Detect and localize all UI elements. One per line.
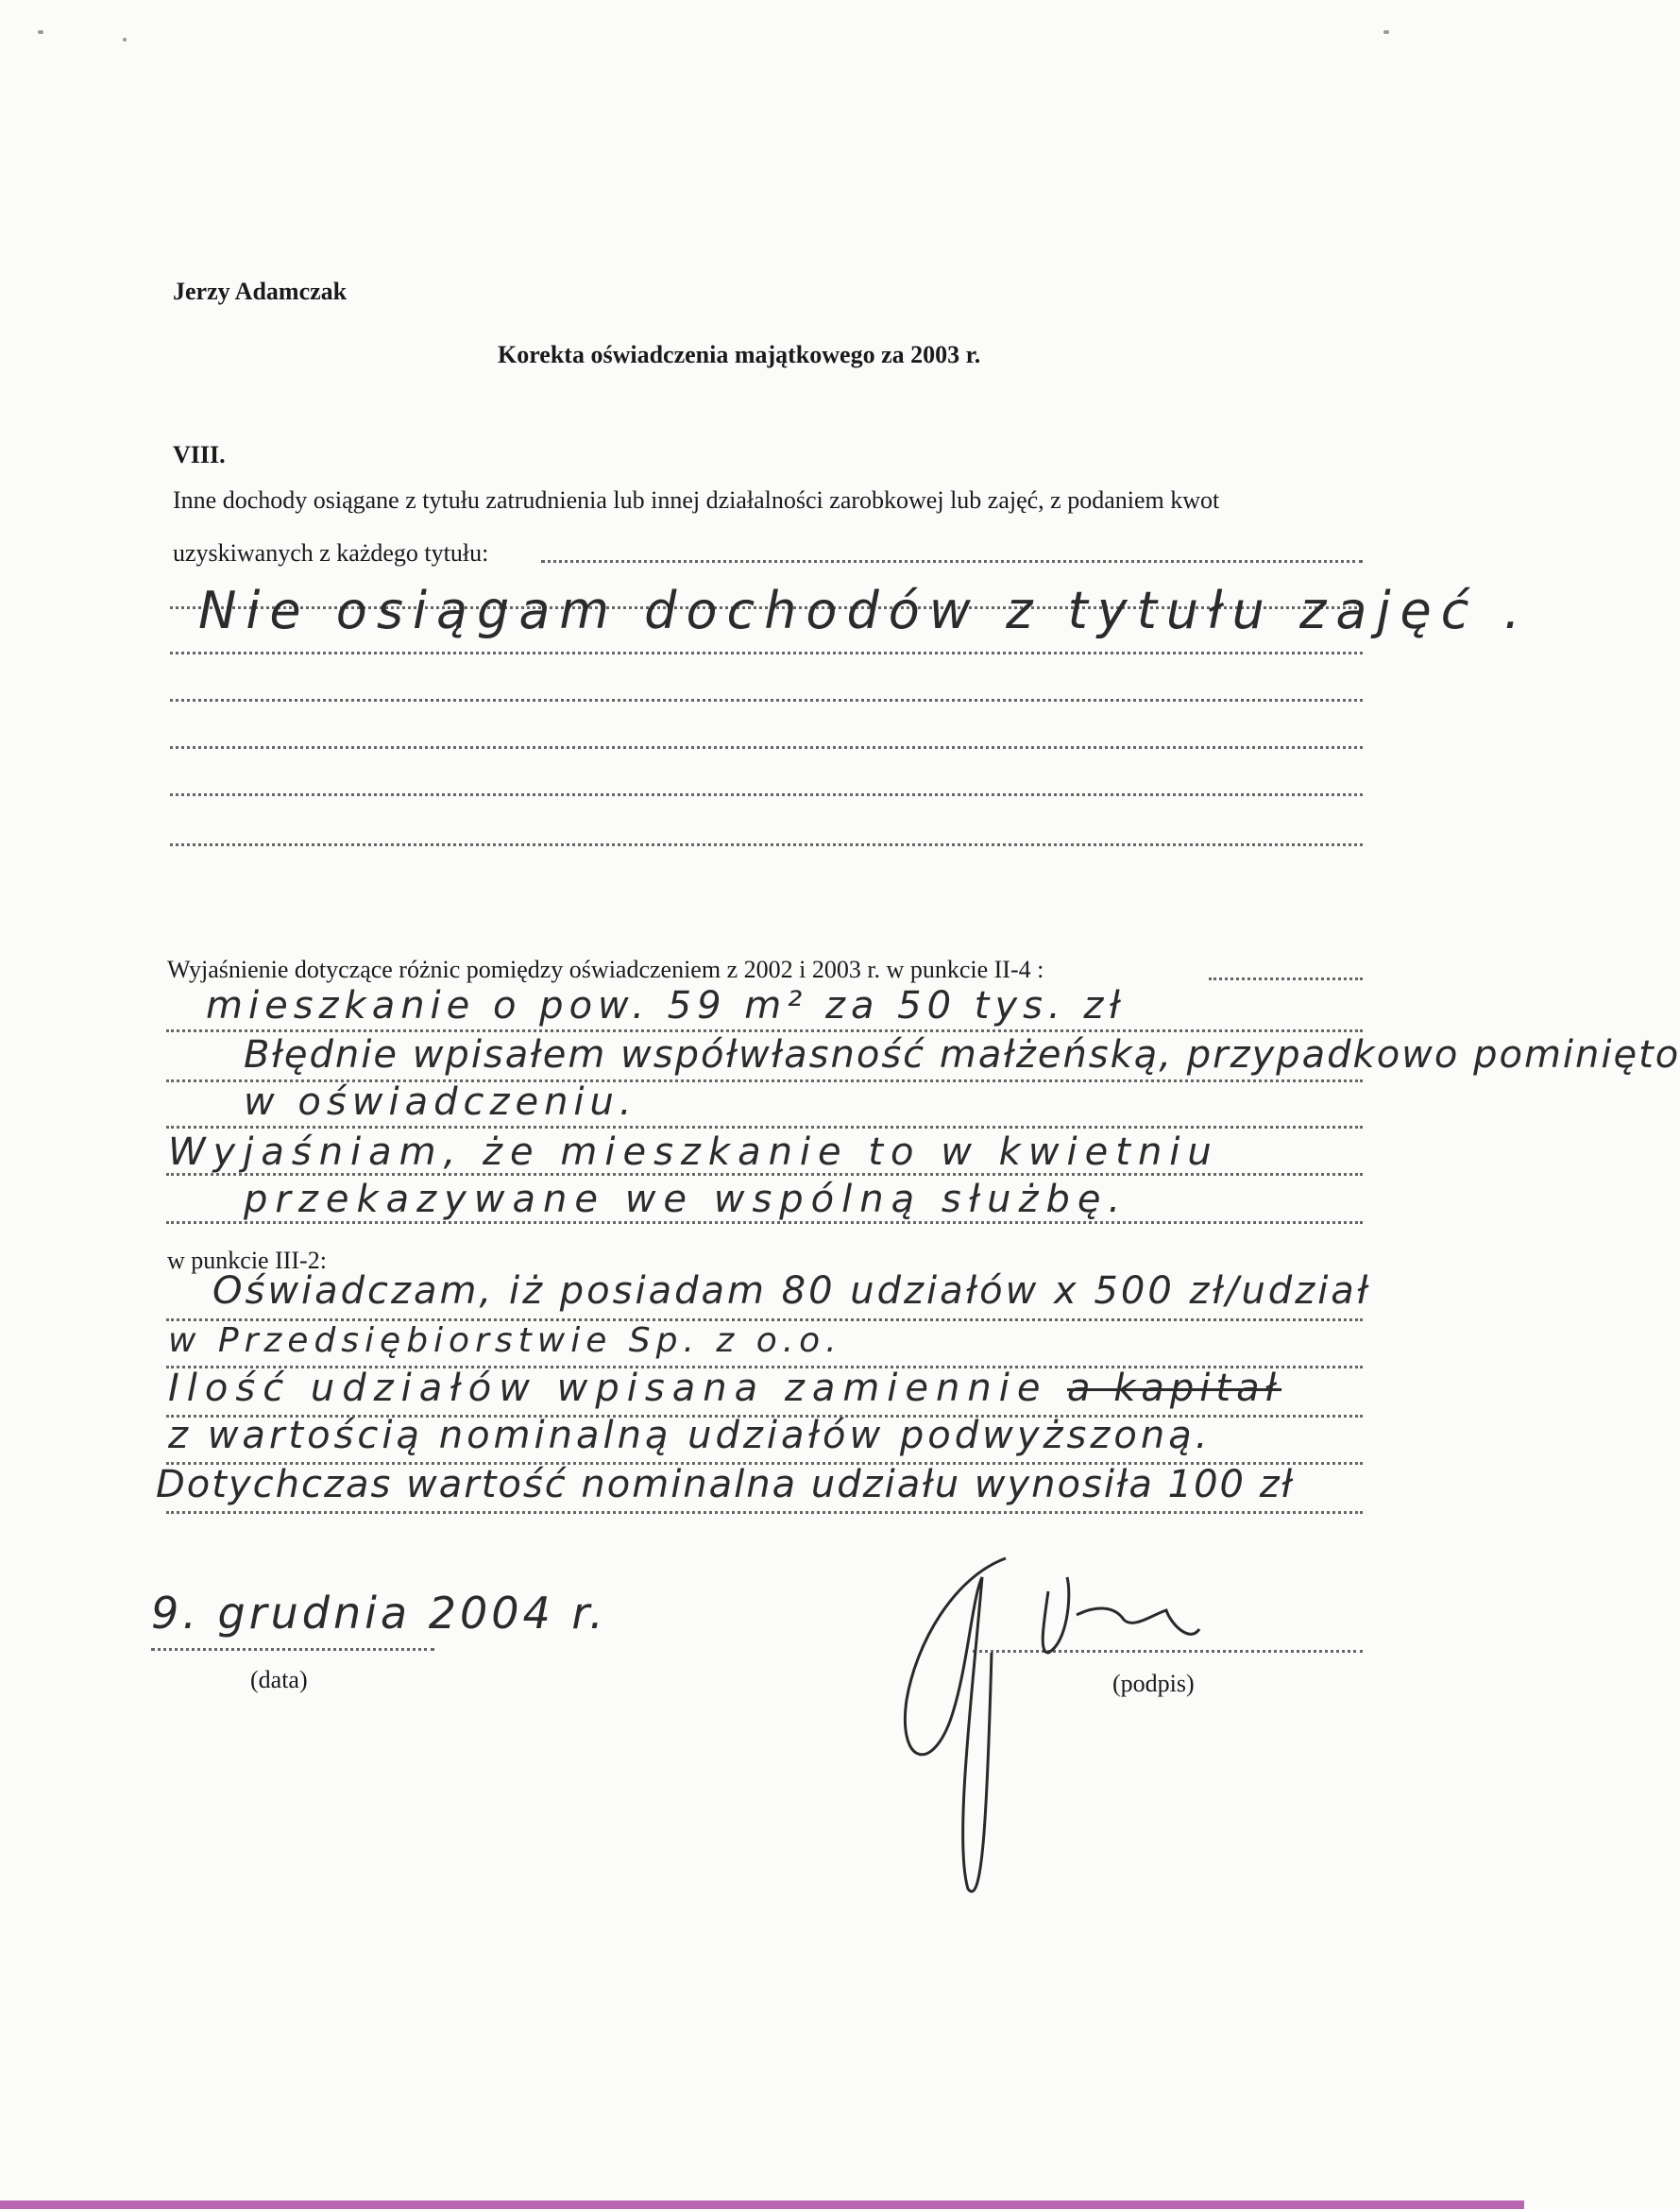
answer-line bbox=[170, 746, 1363, 749]
scan-bottom-edge bbox=[0, 2201, 1524, 2209]
handwritten-answer: Nie osiągam dochodów z tytułu zajęć . bbox=[198, 581, 1530, 640]
strikethrough-text: a kapitał bbox=[1067, 1367, 1282, 1410]
answer-line bbox=[166, 1511, 1363, 1514]
answer-line bbox=[170, 652, 1363, 654]
handwritten-iii2-line-4: z wartością nominalną udziałów podwyższoną. bbox=[168, 1414, 1212, 1457]
section-prompt-line-1: Inne dochody osiągane z tytułu zatrudnienia lub innej działalności zarobkowej lub zajęć, z podaniem kwot bbox=[173, 486, 1220, 514]
handwritten-iii2-line-1: Oświadczam, iż posiadam 80 udziałów x 500 zł/udział bbox=[212, 1269, 1371, 1313]
answer-line bbox=[166, 1221, 1363, 1224]
answer-line bbox=[166, 1126, 1363, 1129]
signature-label: (podpis) bbox=[1112, 1670, 1195, 1697]
handwritten-ii4-line-4: Wyjaśniam, że mieszkanie to w kwietniu bbox=[168, 1130, 1219, 1174]
document-title: Korekta oświadczenia majątkowego za 2003 r. bbox=[498, 341, 981, 368]
section-prompt-line-2: uzyskiwanych z każdego tytułu: bbox=[173, 539, 489, 567]
explanation-intro: Wyjaśnienie dotyczące różnic pomiędzy oświadczeniem z 2002 i 2003 r. w punkcie II-4 : bbox=[167, 956, 1044, 983]
author-name: Jerzy Adamczak bbox=[173, 278, 348, 305]
section-heading: VIII. bbox=[173, 441, 226, 468]
date-line bbox=[151, 1648, 434, 1651]
point-iii2-label: w punkcie III-2: bbox=[167, 1247, 327, 1274]
date-label: (data) bbox=[250, 1666, 308, 1693]
answer-line bbox=[1209, 977, 1363, 980]
answer-line bbox=[170, 843, 1363, 846]
signature-scribble bbox=[878, 1539, 1275, 1917]
scan-speck bbox=[123, 38, 127, 42]
handwritten-ii4-line-1: mieszkanie o pow. 59 m² za 50 tys. zł bbox=[206, 984, 1126, 1028]
scan-speck bbox=[1383, 30, 1389, 34]
answer-line bbox=[170, 793, 1363, 796]
handwritten-date: 9. grudnia 2004 r. bbox=[151, 1588, 607, 1639]
handwritten-ii4-line-2: Błędnie wpisałem współwłasność małżeńską, przypadkowo pominięto bbox=[244, 1033, 1680, 1077]
answer-line bbox=[541, 560, 1363, 563]
answer-line bbox=[166, 1029, 1363, 1032]
handwritten-iii2-line-5: Dotychczas wartość nominalna udziału wynosiła 100 zł bbox=[156, 1463, 1295, 1506]
handwritten-ii4-line-5: przekazywane we wspólną służbę. bbox=[244, 1178, 1128, 1221]
handwritten-iii2-line-3: Ilość udziałów wpisana zamiennie bbox=[168, 1367, 1048, 1410]
handwritten-iii2-line-2: w Przedsiębiorstwie Sp. z o.o. bbox=[168, 1321, 842, 1360]
handwritten-ii4-line-3: w oświadczeniu. bbox=[244, 1080, 637, 1124]
scan-speck bbox=[38, 30, 43, 34]
answer-line bbox=[170, 699, 1363, 702]
